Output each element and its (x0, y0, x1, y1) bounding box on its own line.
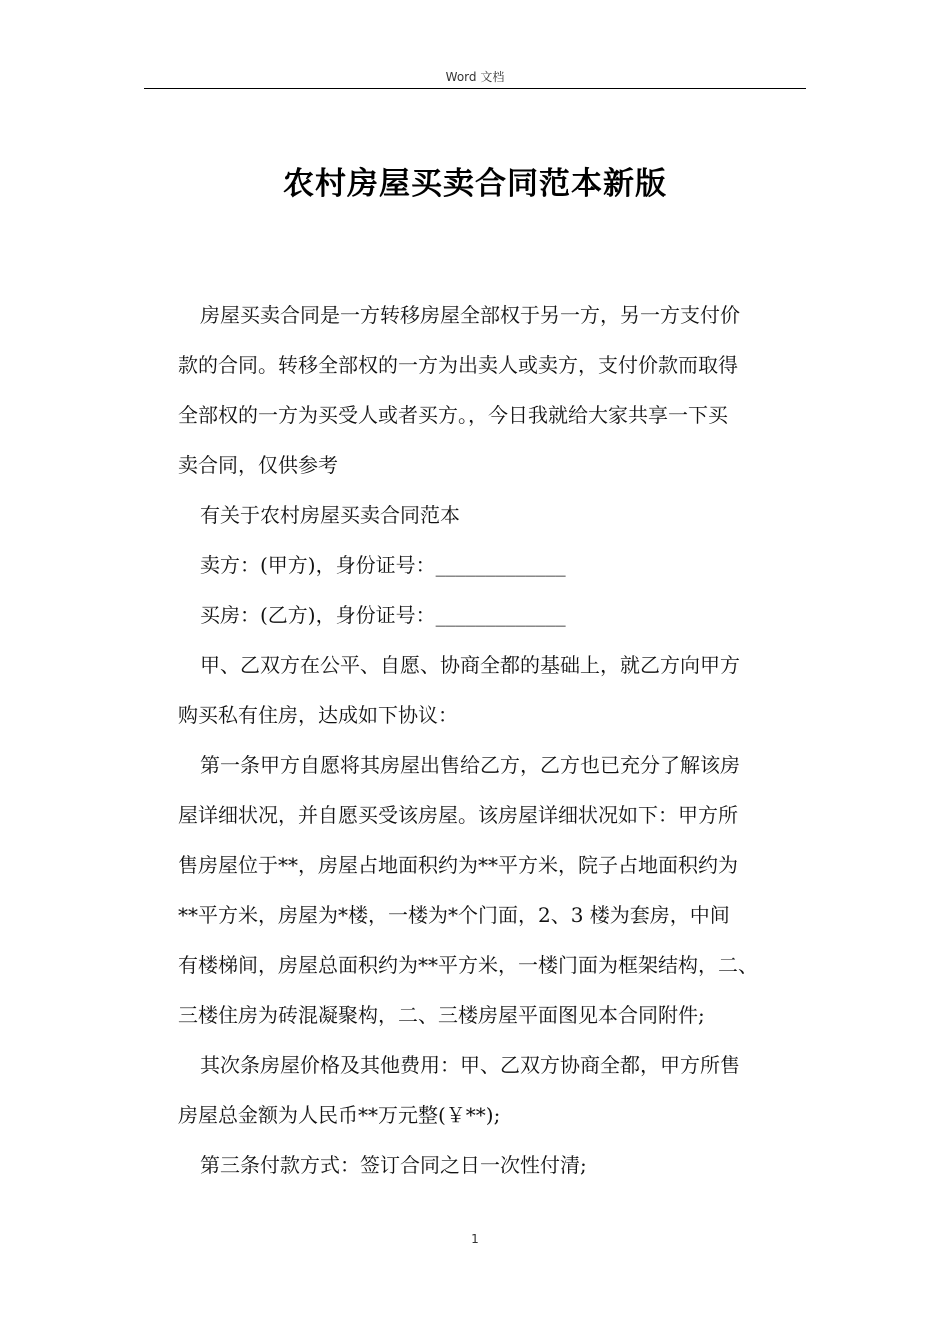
body-paragraph (178, 1040, 808, 1140)
paragraph-line: 其次条房屋价格及其他费用：甲、乙双方协商全都，甲方所售 (200, 1053, 740, 1077)
paragraph-line: 屋详细状况，并自愿买受该房屋。该房屋详细状况如下：甲方所 (178, 803, 738, 827)
paragraph-line: 房屋买卖合同是一方转移房屋全部权于另一方，另一方支付价 (200, 303, 740, 327)
paragraph-line: 第一条甲方自愿将其房屋出售给乙方，乙方也已充分了解该房 (200, 753, 740, 777)
page-header: Word 文档 (445, 70, 505, 84)
body-paragraph (178, 740, 808, 1040)
body-paragraph (178, 1140, 808, 1190)
paragraph-line: 甲、乙双方在公平、自愿、协商全都的基础上，就乙方向甲方 (200, 653, 740, 677)
body-paragraph (178, 640, 808, 740)
header-divider (144, 88, 806, 89)
paragraph-line: **平方米，房屋为*楼，一楼为*个门面，2、3 楼为套房，中间 (178, 903, 730, 927)
paragraph-line: 款的合同。转移全部权的一方为出卖人或卖方，支付价款而取得 (178, 353, 738, 377)
body-paragraph (178, 490, 808, 540)
paragraph-line: 房屋总金额为人民币**万元整(￥**); (178, 1103, 501, 1127)
paragraph-line: 有楼梯间，房屋总面积约为**平方米，一楼门面为框架结构，二、 (178, 953, 758, 977)
body-paragraph (178, 540, 808, 590)
document-body (178, 290, 808, 1190)
document-title: 农村房屋买卖合同范本新版 (283, 166, 667, 202)
page-number: 1 (471, 1232, 479, 1246)
paragraph-line: 三楼住房为砖混凝聚构，二、三楼房屋平面图见本合同附件; (178, 1003, 705, 1027)
paragraph-line: 购买私有住房，达成如下协议： (178, 703, 458, 727)
paragraph-line: 售房屋位于**，房屋占地面积约为**平方米，院子占地面积约为 (178, 853, 738, 877)
body-paragraph (178, 590, 808, 640)
body-paragraph (178, 290, 808, 490)
paragraph-line: 第三条付款方式：签订合同之日一次性付清; (200, 1153, 587, 1177)
paragraph-line: 卖合同，仅供参考 (178, 453, 338, 477)
paragraph-line: 卖方：(甲方)，身份证号：_____________ (200, 553, 566, 577)
paragraph-line: 买房：(乙方)，身份证号：_____________ (200, 603, 566, 627)
paragraph-line: 全部权的一方为买受人或者买方。，今日我就给大家共享一下买 (178, 403, 728, 427)
paragraph-line: 有关于农村房屋买卖合同范本 (200, 503, 460, 527)
